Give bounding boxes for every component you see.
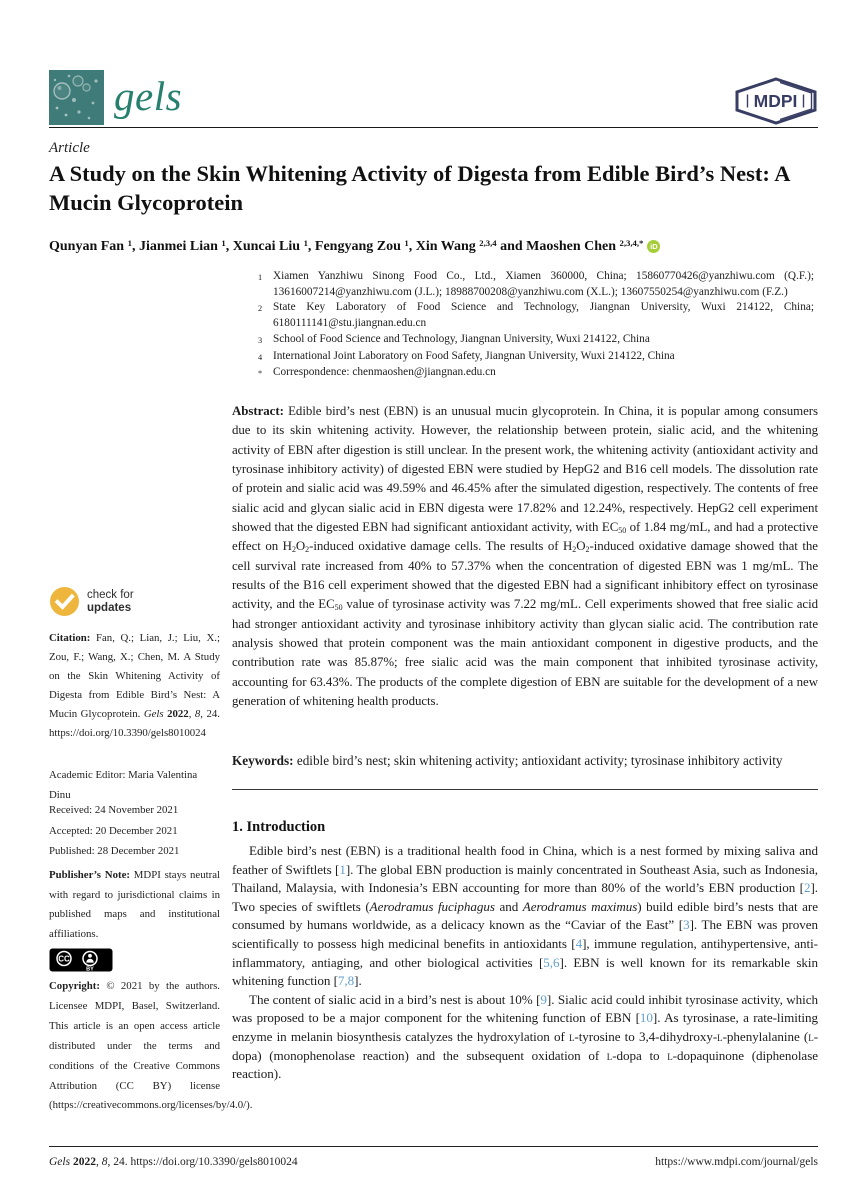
footer-rule <box>49 1146 818 1147</box>
section-heading-introduction: 1. Introduction <box>232 819 326 835</box>
mdpi-logo-icon <box>733 77 819 125</box>
article-type-label: Article <box>49 140 90 156</box>
mdpi-logo-text: MDPI <box>753 91 798 111</box>
affiliation-text: State Key Laboratory of Food Science and Technology, Jiangnan University, Wuxi 214122, China; 6180111141@stu.jiangnan.edu.cn <box>273 301 814 330</box>
academic-editor: Academic Editor: Maria Valentina Dinu <box>49 769 198 801</box>
affiliation-row <box>258 332 814 349</box>
updates-line: updates <box>87 601 132 614</box>
orcid-icon[interactable]: iD <box>647 240 660 253</box>
published-date: Published: 28 December 2021 <box>49 845 180 857</box>
abstract-divider <box>232 789 818 790</box>
affiliation-text: School of Food Science and Technology, Jiangnan University, Wuxi 214122, China <box>273 332 650 345</box>
correspondence-text[interactable]: Correspondence: chenmaoshen@jiangnan.edu.cn <box>273 366 496 379</box>
by-text: BY <box>86 966 94 972</box>
citation-text: Fan, Q.; Lian, J.; Liu, X.; Zou, F.; Wang, X.; Chen, M. A Study on the Skin Whitening Activity of Digesta from Edible Bird’s Nest: A Mucin Glycoprotein. Gels 2022, 8, 24. https://doi.org/10.3390/gels8010024 <box>49 632 220 739</box>
received-date: Received: 24 November 2021 <box>49 804 179 816</box>
check-icon <box>49 586 80 617</box>
dates-block <box>49 800 220 862</box>
intro-paragraph-2: The content of sialic acid in a bird’s nest is about 10% [9]. Sialic acid could inhibit tyrosinase activity, which was proposed to be a major component for the whitening function of EBN [10]. As tyrosinase, a rate-limiting enzyme in melanin biosynthesis catalyzes the hydroxylation of l-tyrosine to 3,4-dihydroxy-l-phenylalanine (l-dopa) (monophenolase reaction) and the subsequent oxidation of l-dopa to l-dopaquinone (diphenolase reaction). <box>232 991 819 1082</box>
citation-ref[interactable]: 10 <box>639 1010 653 1026</box>
accepted-date: Accepted: 20 December 2021 <box>49 824 178 837</box>
check-for-line: check for <box>87 589 134 601</box>
copyright-label: Copyright: <box>49 980 100 992</box>
affiliation-row <box>258 269 814 300</box>
citation-ref[interactable]: 7,8 <box>337 973 355 989</box>
cc-by-badge[interactable] <box>49 948 113 977</box>
copyright-note <box>49 977 253 1116</box>
page-title: A Study on the Skin Whitening Activity of Digesta from Edible Bird’s Nest: A Mucin Glycoprotein <box>49 161 790 215</box>
citation-ref[interactable]: 2 <box>803 880 811 896</box>
citation-block[interactable] <box>49 629 220 742</box>
check-for-updates-badge[interactable] <box>49 586 134 617</box>
affiliation-text: International Joint Laboratory on Food Safety, Jiangnan University, Wuxi 214122, China <box>273 349 675 362</box>
publisher-note-text: MDPI stays neutral with regard to jurisdictional claims in published maps and institutional affiliations. <box>49 869 220 940</box>
affiliation-marker: 2 <box>258 304 263 314</box>
affiliation-row <box>258 300 814 331</box>
header-rule <box>49 127 818 128</box>
intro-paragraph-1: Edible bird’s nest (EBN) is a traditional health food in China, which is a nest formed by mixing saliva and feather of Swiftlets [1]. The global EBN production is mainly concentrated in Southeast Asia, such as Indonesia, Thailand, Malaysia, with Indonesia’s EBN accounting for more than 80% of the world’s EBN production [2]. Two species of swiftlets (Aerodramus fuciphagus and Aerodramus maximus) build edible bird’s nests that are consumed by humans worldwide, as a delicacy known as the “Caviar of the East” [3]. The EBN was proven scientifically to possess high medicinal benefits in antioxidants [4], immune regulation, antihypertensive, anti-inflammatory, antiaging, and other biological activities [5,6]. EBN is well known for its remarkable skin whitening function [7,8]. <box>232 843 819 989</box>
citation-ref[interactable]: 1 <box>339 861 346 877</box>
citation-ref[interactable]: 9 <box>540 991 547 1007</box>
keywords-text: edible bird’s nest; skin whitening activity; antioxidant activity; tyrosinase inhibitory activity <box>296 753 783 768</box>
keywords-label: Keywords: <box>232 753 294 768</box>
abstract <box>232 402 818 712</box>
affiliation-marker: 4 <box>258 352 263 362</box>
affiliations-list <box>258 269 814 382</box>
affiliation-row <box>258 349 814 366</box>
journal-name: gels <box>114 73 183 119</box>
copyright-text: © 2021 by the authors. Licensee MDPI, Basel, Switzerland. This article is an open access article distributed under the terms and conditions of the Creative Commons Attribution (CC BY) license (https://creativecommons.org/licenses/by/4.0/). <box>49 980 253 1112</box>
keywords-line <box>232 752 818 770</box>
affiliation-marker: 1 <box>258 273 263 282</box>
citation-ref[interactable]: 3 <box>683 917 690 933</box>
journal-logo <box>49 70 104 130</box>
check-for-updates-text <box>87 589 134 614</box>
publisher-note-label: Publisher’s Note: <box>49 869 130 881</box>
affiliation-text: Xiamen Yanzhiwu Sinong Food Co., Ltd., Xiamen 360000, China; 15860770426@yanzhiwu.com (Q.F.); 13616007214@yanzhiwu.com (J.L.); 18988700208@yanzhiwu.com (X.L.); 13607550254@yanzhiwu.com (F.Z.) <box>273 270 814 298</box>
introduction-body <box>232 842 818 1084</box>
cc-text: CC <box>58 954 70 964</box>
affiliation-marker: * <box>258 369 263 379</box>
authors-text: Qunyan Fan $^1$, Jianmei Lian $^1$, Xuncai Liu $^1$, Fengyang Zou $^1$, Xin Wang $^{2,3,4}$ and Maoshen Chen $^{2,3,4,*}$ <box>49 238 644 254</box>
mdpi-logo <box>733 77 819 130</box>
cc-by-icon <box>49 948 113 972</box>
abstract-label: Abstract: <box>232 404 284 418</box>
authors-line <box>49 239 818 255</box>
footer-journal-url[interactable]: https://www.mdpi.com/journal/gels <box>655 1156 818 1168</box>
journal-logo-icon <box>49 70 104 125</box>
publisher-note <box>49 866 220 944</box>
abstract-text: Edible bird’s nest (EBN) is an unusual mucin glycoprotein. In China, it is popular among consumers due to its skin whitening activity. However, the relationship between protein, sialic acid, and the whitening activity of EBN after digestion is still unclear. In the present work, the whitening activity (antioxidant activity and tyrosinase inhibitory activity) of digested EBN were studied by HepG2 and B16 cell models. The dissolution rate of protein and sialic acid was 49.59% and 46.45% after the simulated digestion, respectively. The contents of free sialic acid and glycan sialic acid in EBN digesta were 17.82% and 12.24%, respectively. HepG2 cell experiment showed that the digested EBN had significant antioxidant activity, with EC50 of 1.84 mg/mL, and had a protective effect on H2O2-induced oxidative damage cells. The results of H2O2-induced oxidative damage showed that the cell survival rate increased from 40% to 57.37% when the concentration of digested EBN was 1 mg/mL. The results of the B16 cell experiment showed that the digested EBN had a significant inhibitory effect on tyrosinase activity, and the EC50 value of tyrosinase activity was 7.22 mg/mL. Cell experiments showed that free sialic acid had stronger antioxidant activity and tyrosinase inhibitory activity than glycan sialic acid. The contribution rate analysis showed that protein component was the main antioxidant component in digestive products, and the contribution rate was 85.87%; free sialic acid was the main component that inhibited tyrosinase activity, accounting for 63.43%. The products of the complete digestion of EBN are suitable for the development of a new generation of whitening health products. <box>232 404 819 709</box>
footer-citation[interactable]: Gels 2022, 8, 24. https://doi.org/10.3390/gels8010024 <box>49 1156 298 1168</box>
affiliation-marker: 3 <box>258 335 263 345</box>
affiliation-row <box>258 365 814 382</box>
citation-ref[interactable]: 5,6 <box>543 954 560 970</box>
citation-ref[interactable]: 4 <box>575 935 583 951</box>
citation-label: Citation: <box>49 632 91 644</box>
